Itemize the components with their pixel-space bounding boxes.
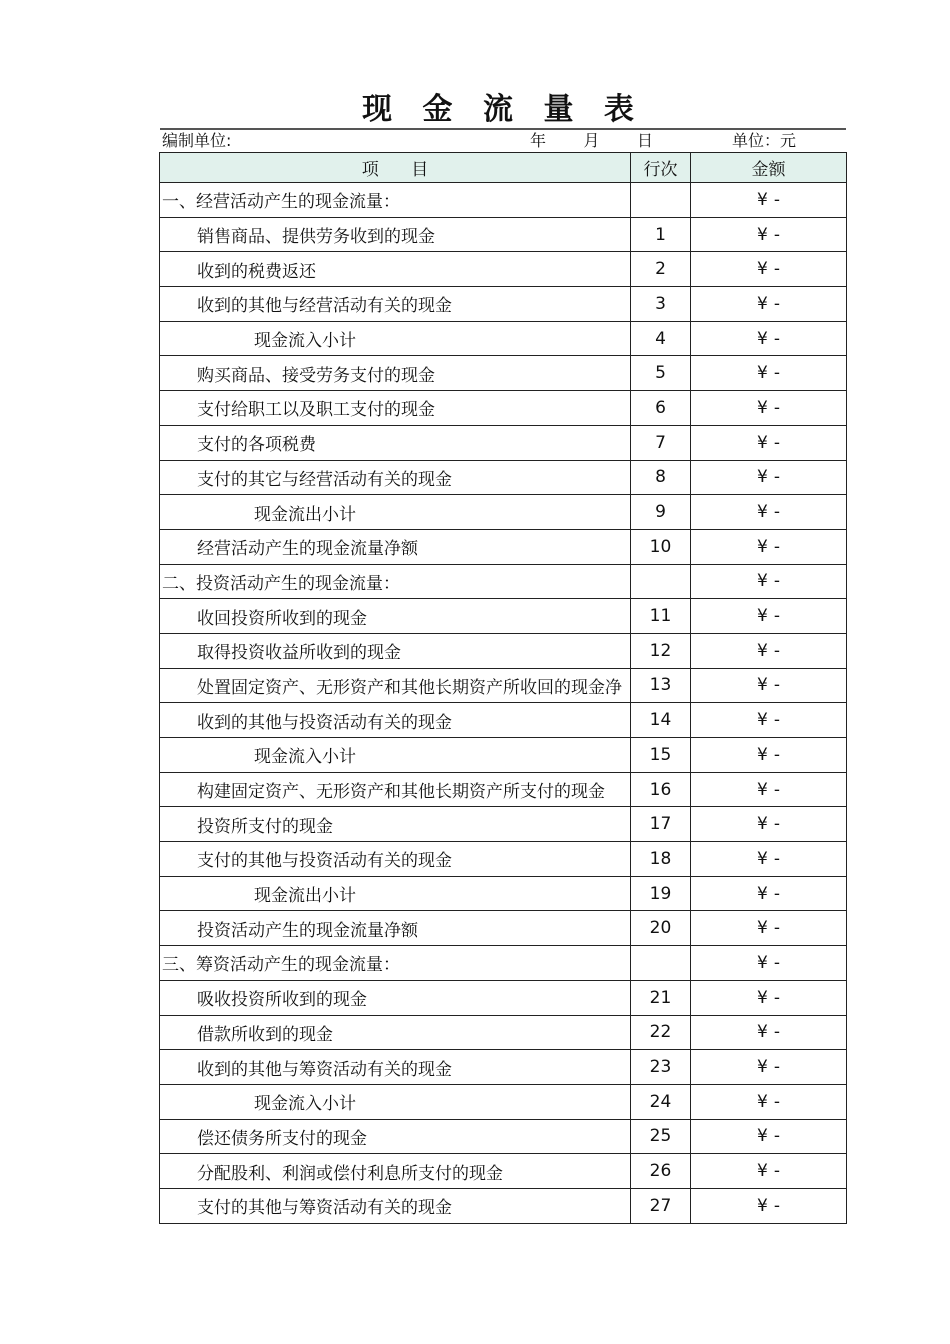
row-number-cell[interactable]	[631, 946, 691, 981]
row-amount-cell[interactable]	[691, 911, 847, 946]
row-item-label[interactable]: 经营活动产生的现金流量净额	[160, 529, 631, 564]
row-item-label[interactable]: 支付的其他与投资活动有关的现金	[160, 842, 631, 877]
currency-symbol: ¥	[757, 710, 768, 731]
row-number-cell[interactable]: 17	[631, 807, 691, 842]
currency-symbol: ¥	[757, 1161, 768, 1182]
row-amount-cell[interactable]	[691, 772, 847, 807]
table-row	[160, 460, 847, 495]
row-amount-cell[interactable]	[691, 1015, 847, 1050]
date-label	[530, 131, 654, 151]
row-item-label[interactable]: 一、经营活动产生的现金流量：	[160, 183, 631, 218]
amount-value: -	[773, 502, 780, 523]
table-row	[160, 321, 847, 356]
row-item-label[interactable]: 处置固定资产、无形资产和其他长期资产所收回的现金净	[160, 668, 631, 703]
currency-symbol: ¥	[757, 502, 768, 523]
row-item-label[interactable]: 构建固定资产、无形资产和其他长期资产所支付的现金	[160, 772, 631, 807]
row-amount-cell[interactable]	[691, 460, 847, 495]
row-item-label[interactable]: 收到的税费返还	[160, 252, 631, 287]
row-number-cell[interactable]: 23	[631, 1050, 691, 1085]
currency-symbol: ¥	[757, 536, 768, 557]
row-number-cell[interactable]	[631, 564, 691, 599]
row-number-cell[interactable]: 12	[631, 633, 691, 668]
row-number-cell[interactable]: 3	[631, 287, 691, 322]
currency-symbol: ¥	[757, 918, 768, 939]
currency-symbol: ¥	[757, 640, 768, 661]
table-row	[160, 876, 847, 911]
row-amount-cell[interactable]	[691, 252, 847, 287]
row-amount-cell[interactable]	[691, 633, 847, 668]
amount-value: -	[773, 744, 780, 765]
row-number-cell[interactable]: 19	[631, 876, 691, 911]
currency-symbol: ¥	[757, 363, 768, 384]
currency-symbol: ¥	[757, 883, 768, 904]
row-amount-cell[interactable]	[691, 807, 847, 842]
row-amount-cell[interactable]	[691, 287, 847, 322]
row-item-label[interactable]: 偿还债务所支付的现金	[160, 1119, 631, 1154]
row-amount-cell[interactable]	[691, 668, 847, 703]
row-amount-cell[interactable]	[691, 529, 847, 564]
row-number-cell[interactable]: 16	[631, 772, 691, 807]
page-title: 现 金 流 量 表	[362, 92, 644, 127]
table-row	[160, 1015, 847, 1050]
currency-symbol: ¥	[757, 675, 768, 696]
table-row	[160, 668, 847, 703]
row-number-cell[interactable]: 2	[631, 252, 691, 287]
row-item-label[interactable]: 二、投资活动产生的现金流量：	[160, 564, 631, 599]
row-amount-cell[interactable]	[691, 356, 847, 391]
table-row	[160, 495, 847, 530]
table-row	[160, 772, 847, 807]
row-number-cell[interactable]: 13	[631, 668, 691, 703]
amount-value: -	[773, 224, 780, 245]
currency-symbol: ¥	[757, 744, 768, 765]
currency-symbol: ¥	[757, 328, 768, 349]
row-amount-cell[interactable]	[691, 564, 847, 599]
row-item-label[interactable]: 取得投资收益所收到的现金	[160, 633, 631, 668]
currency-symbol: ¥	[757, 952, 768, 973]
table-row	[160, 807, 847, 842]
table-row	[160, 287, 847, 322]
table-body	[160, 183, 847, 1224]
row-number-cell[interactable]: 26	[631, 1154, 691, 1189]
table-row	[160, 183, 847, 218]
compiler-label: 编制单位:	[162, 131, 232, 150]
table-row	[160, 599, 847, 634]
header-amount: 金额	[691, 153, 847, 183]
currency-symbol: ¥	[757, 779, 768, 800]
row-amount-cell[interactable]	[691, 946, 847, 981]
table-row	[160, 391, 847, 426]
currency-symbol: ¥	[757, 848, 768, 869]
row-item-label[interactable]: 支付的各项税费	[160, 425, 631, 460]
amount-value: -	[773, 328, 780, 349]
row-item-label[interactable]: 三、筹资活动产生的现金流量：	[160, 946, 631, 981]
row-item-label[interactable]: 现金流入小计	[160, 738, 631, 773]
row-number-cell[interactable]: 22	[631, 1015, 691, 1050]
amount-value: -	[773, 606, 780, 627]
table-row	[160, 252, 847, 287]
amount-value: -	[773, 675, 780, 696]
cash-flow-table	[159, 152, 847, 1224]
amount-value: -	[773, 397, 780, 418]
currency-symbol: ¥	[757, 467, 768, 488]
row-number-cell[interactable]: 4	[631, 321, 691, 356]
table-row	[160, 529, 847, 564]
row-item-label[interactable]: 收到的其他与投资活动有关的现金	[160, 703, 631, 738]
row-item-label[interactable]: 支付的其他与筹资活动有关的现金	[160, 1188, 631, 1223]
currency-symbol: ¥	[757, 987, 768, 1008]
table-row	[160, 425, 847, 460]
currency-symbol: ¥	[757, 1126, 768, 1147]
amount-value: -	[773, 536, 780, 557]
amount-value: -	[773, 987, 780, 1008]
row-amount-cell[interactable]	[691, 876, 847, 911]
row-number-cell[interactable]: 5	[631, 356, 691, 391]
table-row	[160, 1084, 847, 1119]
amount-value: -	[773, 571, 780, 592]
table-row	[160, 633, 847, 668]
amount-value: -	[773, 848, 780, 869]
row-amount-cell[interactable]	[691, 1154, 847, 1189]
row-amount-cell[interactable]	[691, 738, 847, 773]
row-item-label[interactable]: 投资所支付的现金	[160, 807, 631, 842]
amount-value: -	[773, 1022, 780, 1043]
currency-symbol: ¥	[757, 814, 768, 835]
date-text: 年 月 日	[530, 131, 655, 150]
amount-value: -	[773, 1161, 780, 1182]
row-amount-cell[interactable]	[691, 321, 847, 356]
currency-symbol: ¥	[757, 606, 768, 627]
row-item-label[interactable]: 销售商品、提供劳务收到的现金	[160, 217, 631, 252]
table-row	[160, 842, 847, 877]
currency-symbol: ¥	[757, 259, 768, 280]
row-number-cell[interactable]: 25	[631, 1119, 691, 1154]
table-row	[160, 738, 847, 773]
amount-value: -	[773, 1195, 780, 1216]
table-row	[160, 980, 847, 1015]
row-number-cell[interactable]: 24	[631, 1084, 691, 1119]
row-amount-cell[interactable]	[691, 1084, 847, 1119]
row-number-cell[interactable]: 9	[631, 495, 691, 530]
amount-value: -	[773, 883, 780, 904]
row-number-cell[interactable]: 15	[631, 738, 691, 773]
row-item-label[interactable]: 支付的其它与经营活动有关的现金	[160, 460, 631, 495]
row-item-label[interactable]: 现金流入小计	[160, 1084, 631, 1119]
row-item-label[interactable]: 现金流出小计	[160, 876, 631, 911]
row-amount-cell[interactable]	[691, 217, 847, 252]
amount-value: -	[773, 710, 780, 731]
row-number-cell[interactable]: 10	[631, 529, 691, 564]
table-row	[160, 356, 847, 391]
header-row-no: 行次	[631, 153, 691, 183]
row-number-cell[interactable]: 18	[631, 842, 691, 877]
amount-value: -	[773, 779, 780, 800]
amount-value: -	[773, 1057, 780, 1078]
row-amount-cell[interactable]	[691, 183, 847, 218]
table-row	[160, 946, 847, 981]
amount-value: -	[773, 293, 780, 314]
row-item-label[interactable]: 现金流出小计	[160, 495, 631, 530]
currency-symbol: ¥	[757, 1057, 768, 1078]
table-row	[160, 1119, 847, 1154]
row-amount-cell[interactable]	[691, 1119, 847, 1154]
currency-symbol: ¥	[757, 189, 768, 210]
currency-symbol: ¥	[757, 224, 768, 245]
row-item-label[interactable]: 分配股利、利润或偿付利息所支付的现金	[160, 1154, 631, 1189]
currency-symbol: ¥	[757, 1091, 768, 1112]
row-item-label[interactable]: 收到的其他与筹资活动有关的现金	[160, 1050, 631, 1085]
row-number-cell[interactable]: 1	[631, 217, 691, 252]
row-number-cell[interactable]: 6	[631, 391, 691, 426]
currency-symbol: ¥	[757, 571, 768, 592]
row-amount-cell[interactable]	[691, 842, 847, 877]
currency-symbol: ¥	[757, 1195, 768, 1216]
currency-symbol: ¥	[757, 1022, 768, 1043]
amount-value: -	[773, 814, 780, 835]
row-item-label[interactable]: 支付给职工以及职工支付的现金	[160, 391, 631, 426]
amount-value: -	[773, 363, 780, 384]
row-amount-cell[interactable]	[691, 1050, 847, 1085]
row-number-cell[interactable]: 20	[631, 911, 691, 946]
row-item-label[interactable]: 购买商品、接受劳务支付的现金	[160, 356, 631, 391]
row-amount-cell[interactable]	[691, 703, 847, 738]
currency-symbol: ¥	[757, 397, 768, 418]
row-item-label[interactable]: 投资活动产生的现金流量净额	[160, 911, 631, 946]
row-item-label[interactable]: 收到的其他与经营活动有关的现金	[160, 287, 631, 322]
amount-value: -	[773, 259, 780, 280]
table-row	[160, 911, 847, 946]
row-amount-cell[interactable]	[691, 599, 847, 634]
row-number-cell[interactable]: 27	[631, 1188, 691, 1223]
header-item: 项 目	[160, 153, 631, 183]
row-number-cell[interactable]: 21	[631, 980, 691, 1015]
row-number-cell[interactable]: 14	[631, 703, 691, 738]
amount-value: -	[773, 432, 780, 453]
amount-value: -	[773, 918, 780, 939]
row-number-cell[interactable]: 7	[631, 425, 691, 460]
row-item-label[interactable]: 收回投资所收到的现金	[160, 599, 631, 634]
row-item-label[interactable]: 现金流入小计	[160, 321, 631, 356]
row-item-label[interactable]: 吸收投资所收到的现金	[160, 980, 631, 1015]
amount-value: -	[773, 189, 780, 210]
table-row	[160, 703, 847, 738]
amount-value: -	[773, 640, 780, 661]
title-divider	[160, 128, 846, 130]
unit-label: 单位：元	[732, 131, 797, 150]
currency-symbol: ¥	[757, 293, 768, 314]
table-header-row	[160, 153, 847, 183]
amount-value: -	[773, 1126, 780, 1147]
amount-value: -	[773, 952, 780, 973]
row-number-cell[interactable]: 8	[631, 460, 691, 495]
row-amount-cell[interactable]	[691, 391, 847, 426]
row-item-label[interactable]: 借款所收到的现金	[160, 1015, 631, 1050]
table-row	[160, 564, 847, 599]
row-amount-cell[interactable]	[691, 495, 847, 530]
table-row	[160, 1188, 847, 1223]
table-row	[160, 1050, 847, 1085]
currency-symbol: ¥	[757, 432, 768, 453]
row-number-cell[interactable]: 11	[631, 599, 691, 634]
row-number-cell[interactable]	[631, 183, 691, 218]
table-row	[160, 217, 847, 252]
table-row	[160, 1154, 847, 1189]
row-amount-cell[interactable]	[691, 1188, 847, 1223]
amount-value: -	[773, 467, 780, 488]
amount-value: -	[773, 1091, 780, 1112]
row-amount-cell[interactable]	[691, 980, 847, 1015]
row-amount-cell[interactable]	[691, 425, 847, 460]
